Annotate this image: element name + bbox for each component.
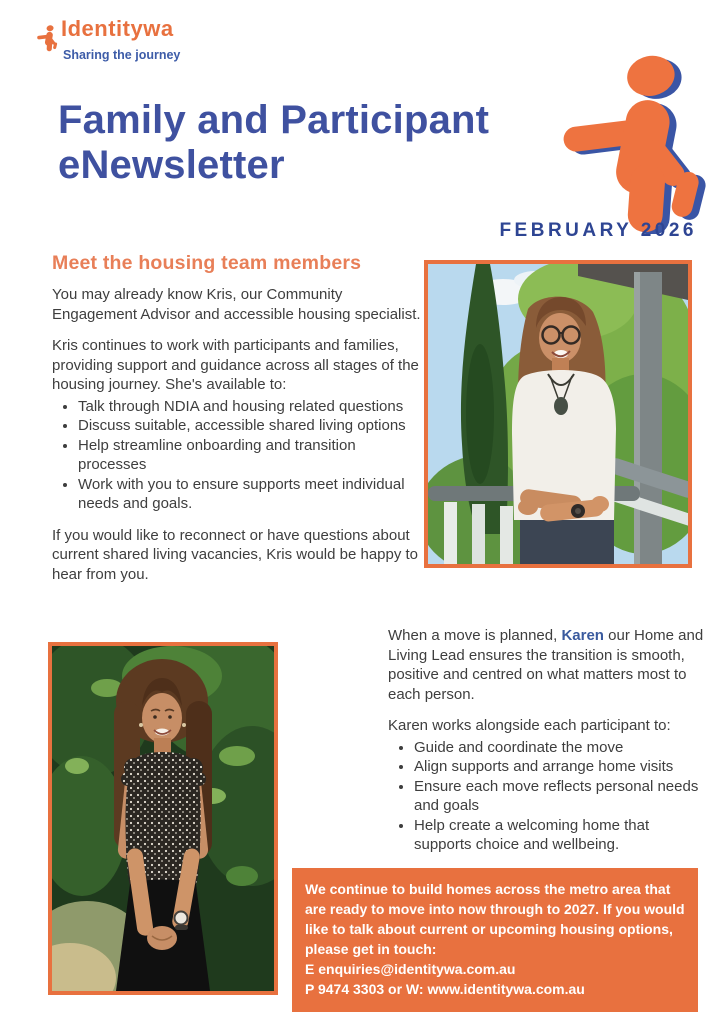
karen-intro-after: our Home and Living Lead ensures the transition is smooth, positive and centred on what matters most to each person.: [388, 627, 704, 703]
kris-bullet-list: [52, 397, 424, 514]
karen-bullet-list: [388, 738, 704, 855]
kris-photo-image: [428, 264, 688, 564]
kris-intro-paragraph: You may already know Kris, our Community Engagement Advisor and accessible housing specialist.: [52, 286, 421, 323]
kris-section: [52, 252, 424, 596]
kris-bullet: • Work with you to ensure supports meet individual needs and goals.: [78, 475, 424, 514]
kris-body-paragraph: Kris continues to work with participants and families, providing support and guidance across all stages of the housing journey. She's available to:: [52, 337, 419, 393]
brand-logo: [36, 16, 180, 62]
brand-name: Identitywa: [61, 16, 174, 41]
kris-outro-paragraph: If you would like to reconnect or have questions about current shared living vacancies, Kris would be happy to hear from you.: [52, 526, 419, 583]
karen-leadin-paragraph: Karen works alongside each participant to:: [388, 717, 671, 734]
cta-email: E enquiries@identitywa.com.au: [305, 961, 516, 977]
karen-bullet: • Guide and coordinate the move: [414, 738, 704, 758]
page-title-line1: Family and Participant: [58, 98, 490, 142]
karen-bullet: • Align supports and arrange home visits: [414, 757, 704, 777]
issue-date: FEBRUARY 2026: [499, 220, 697, 241]
karen-section: [388, 626, 704, 867]
kris-bullet: • Discuss suitable, accessible shared living options: [78, 416, 424, 436]
page-title: [58, 98, 489, 188]
identitywa-person-icon: [36, 18, 58, 58]
karen-intro-before: When a move is planned,: [388, 627, 562, 644]
cta-phone-web: P 9474 3303 or W: www.identitywa.com.au: [305, 981, 585, 997]
karen-name-highlight: Karen: [561, 627, 604, 644]
identitywa-figure-illustration: [552, 50, 708, 234]
karen-bullet: • Help create a welcoming home that supports choice and wellbeing.: [414, 816, 704, 855]
kris-bullet: • Talk through NDIA and housing related questions: [78, 397, 424, 417]
page-title-line2: eNewsletter: [58, 143, 285, 187]
karen-photo: [48, 642, 278, 995]
karen-photo-image: [52, 646, 274, 991]
section-heading: Meet the housing team members: [52, 252, 362, 274]
brand-tagline: Sharing the journey: [63, 48, 181, 62]
kris-photo: [424, 260, 692, 568]
karen-intro-paragraph: [388, 626, 704, 704]
cta-body-text: We continue to build homes across the metro area that are ready to move into now through to 2027. If you would like to talk about current or upcoming housing options, please get in touch:: [305, 881, 685, 957]
housing-cta-box: [292, 868, 698, 1012]
karen-bullet: • Ensure each move reflects personal needs and goals: [414, 777, 704, 816]
kris-bullet: • Help streamline onboarding and transition processes: [78, 436, 424, 475]
